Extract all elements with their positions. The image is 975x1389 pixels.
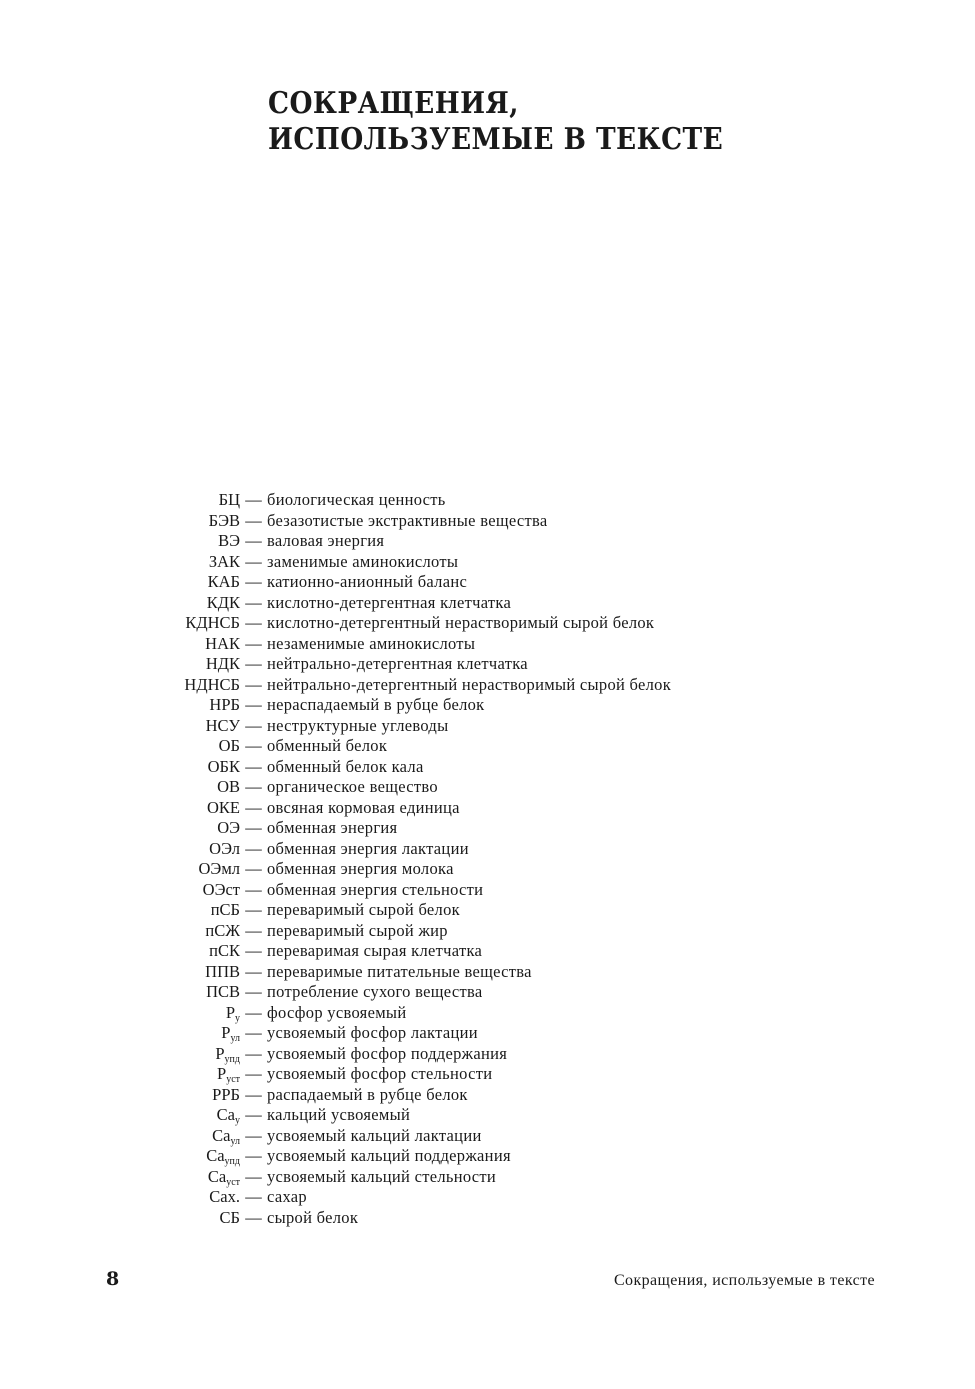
abbreviation-term-text: БЦ	[218, 490, 240, 509]
abbreviation-definition: обменная энергия стельности	[267, 879, 484, 899]
abbreviation-row	[0, 736, 975, 757]
abbreviation-row	[0, 1105, 975, 1126]
em-dash-separator: —	[245, 941, 262, 960]
abbreviation-term	[0, 531, 240, 552]
abbreviation-definition: незаменимые аминокислоты	[267, 633, 476, 653]
abbreviation-term	[0, 818, 240, 839]
abbreviation-row	[0, 982, 975, 1003]
abbreviation-term-text: ОЭмл	[198, 859, 240, 878]
abbreviation-definition: усвояемый фосфор поддержания	[267, 1043, 508, 1063]
abbreviation-term-text: ОВ	[217, 777, 240, 796]
em-dash-separator: —	[245, 756, 262, 776]
abbreviation-term-text: СБ	[219, 1207, 240, 1227]
abbreviation-row	[0, 613, 975, 634]
abbreviation-definition: валовая энергия	[267, 531, 385, 550]
em-dash-separator: —	[245, 572, 262, 591]
em-dash-separator: —	[245, 490, 262, 509]
abbreviation-row	[0, 531, 975, 552]
abbreviation-term-text: КДНСБ	[185, 613, 240, 632]
abbreviation-term	[0, 1126, 240, 1147]
em-dash-separator: —	[245, 961, 262, 981]
em-dash-separator: —	[245, 592, 262, 612]
abbreviation-term	[0, 695, 240, 716]
abbreviation-term-text: ППВ	[205, 961, 240, 981]
abbreviation-term	[0, 572, 240, 593]
abbreviation-term-text: ВЭ	[218, 531, 240, 550]
abbreviation-row	[0, 572, 975, 593]
abbreviation-row	[0, 552, 975, 573]
em-dash-separator: —	[245, 797, 262, 817]
abbreviation-row	[0, 1167, 975, 1188]
abbreviation-term	[0, 900, 240, 921]
abbreviation-definition: переваримый сырой жир	[267, 920, 448, 940]
abbreviation-definition: кислотно-детергентный нерастворимый сырой белок	[267, 613, 655, 632]
page-title-line-1: СОКРАЩЕНИЯ,	[268, 86, 519, 121]
abbreviation-row	[0, 962, 975, 983]
abbreviation-term-text: НДК	[205, 654, 240, 673]
abbreviation-term	[0, 634, 240, 655]
abbreviation-definition: нераспадаемый в рубце белок	[267, 695, 485, 714]
abbreviation-term	[0, 736, 240, 757]
abbreviation-term-text: Ca	[207, 1166, 227, 1186]
abbreviation-term	[0, 593, 240, 614]
abbreviation-row	[0, 798, 975, 819]
em-dash-separator: —	[245, 1023, 262, 1042]
em-dash-separator: —	[245, 1166, 262, 1186]
abbreviation-term	[0, 1003, 240, 1024]
abbreviation-row	[0, 593, 975, 614]
abbreviation-term-text: Ca	[206, 1146, 225, 1165]
abbreviation-row	[0, 777, 975, 798]
abbreviation-term-text: ОКЕ	[207, 797, 240, 817]
abbreviation-row	[0, 1146, 975, 1167]
abbreviation-term-text: НСУ	[205, 715, 240, 735]
abbreviation-row	[0, 634, 975, 655]
abbreviation-term	[0, 1187, 240, 1208]
abbreviation-subscript: упд	[224, 1053, 240, 1065]
abbreviation-term-text: Сах.	[209, 1187, 240, 1206]
em-dash-separator: —	[245, 982, 262, 1001]
abbreviation-row	[0, 757, 975, 778]
abbreviation-term	[0, 757, 240, 778]
em-dash-separator: —	[245, 1002, 262, 1022]
abbreviation-term	[0, 1044, 240, 1065]
em-dash-separator: —	[245, 1064, 262, 1083]
abbreviation-term-text: пСК	[209, 941, 240, 960]
em-dash-separator: —	[245, 859, 262, 878]
abbreviation-row	[0, 839, 975, 860]
abbreviation-row	[0, 1085, 975, 1106]
abbreviation-term-text: P	[225, 1002, 235, 1022]
abbreviation-definition: обменная энергия лактации	[267, 838, 469, 858]
abbreviation-term	[0, 798, 240, 819]
em-dash-separator: —	[245, 838, 262, 858]
em-dash-separator: —	[245, 1146, 262, 1165]
abbreviation-row	[0, 1064, 975, 1085]
em-dash-separator: —	[245, 1105, 262, 1124]
abbreviation-definition: нейтрально-детергентный нерастворимый сырой белок	[267, 674, 672, 694]
em-dash-separator: —	[245, 1043, 262, 1063]
em-dash-separator: —	[245, 1084, 262, 1104]
abbreviation-list	[0, 490, 975, 1228]
abbreviation-term	[0, 490, 240, 511]
abbreviation-row	[0, 921, 975, 942]
abbreviation-term	[0, 777, 240, 798]
em-dash-separator: —	[245, 900, 262, 919]
abbreviation-definition: сахар	[267, 1187, 307, 1206]
abbreviation-definition: усвояемый фосфор лактации	[267, 1023, 478, 1042]
page-number: 8	[106, 1268, 120, 1290]
abbreviation-definition: переваримая сырая клетчатка	[267, 941, 483, 960]
abbreviation-term-text: Ca	[216, 1105, 235, 1124]
abbreviation-definition: неструктурные углеводы	[267, 715, 449, 735]
abbreviation-row	[0, 941, 975, 962]
abbreviation-definition: обменный белок	[267, 736, 388, 755]
em-dash-separator: —	[245, 1125, 262, 1145]
abbreviation-row	[0, 490, 975, 511]
abbreviation-term	[0, 962, 240, 983]
abbreviation-row	[0, 1126, 975, 1147]
abbreviation-subscript: ул	[230, 1033, 240, 1044]
em-dash-separator: —	[245, 695, 262, 714]
em-dash-separator: —	[245, 777, 262, 796]
abbreviation-term	[0, 1064, 240, 1085]
abbreviation-term	[0, 511, 240, 532]
abbreviation-term-text: ОЭст	[202, 879, 240, 899]
abbreviation-term	[0, 552, 240, 573]
abbreviation-term	[0, 880, 240, 901]
abbreviation-term	[0, 839, 240, 860]
abbreviation-term	[0, 982, 240, 1003]
page-title-line-2: ИСПОЛЬЗУЕМЫЕ В ТЕКСТЕ	[268, 122, 724, 157]
abbreviation-term-text: пСЖ	[205, 920, 240, 940]
abbreviation-definition: кальций усвояемый	[267, 1105, 411, 1124]
abbreviation-definition: усвояемый кальций лактации	[267, 1125, 482, 1145]
abbreviation-row	[0, 859, 975, 880]
abbreviation-definition: потребление сухого вещества	[267, 982, 483, 1001]
em-dash-separator: —	[245, 633, 262, 653]
abbreviation-subscript: у	[235, 1012, 240, 1024]
abbreviation-term-text: P	[221, 1023, 231, 1042]
abbreviation-term-text: Ca	[212, 1125, 231, 1145]
abbreviation-subscript: уст	[226, 1176, 240, 1188]
abbreviation-subscript: ул	[230, 1135, 240, 1147]
abbreviation-term-text: P	[217, 1064, 227, 1083]
em-dash-separator: —	[245, 879, 262, 899]
abbreviation-term-text: КДК	[206, 592, 240, 612]
abbreviation-term-text: НАК	[205, 633, 240, 653]
em-dash-separator: —	[245, 654, 262, 673]
abbreviation-term-text: РРБ	[212, 1084, 240, 1104]
em-dash-separator: —	[245, 531, 262, 550]
abbreviation-term-text: ЗАК	[208, 551, 240, 571]
abbreviation-term	[0, 859, 240, 880]
abbreviation-term	[0, 1146, 240, 1167]
abbreviation-row	[0, 716, 975, 737]
abbreviation-subscript: упд	[224, 1156, 240, 1167]
abbreviation-definition: обменная энергия	[267, 818, 398, 837]
abbreviation-definition: овсяная кормовая единица	[267, 797, 460, 817]
abbreviation-term	[0, 1023, 240, 1044]
abbreviation-term-text: БЭВ	[208, 510, 240, 530]
em-dash-separator: —	[245, 920, 262, 940]
em-dash-separator: —	[245, 1187, 262, 1206]
abbreviation-term-text: ОБ	[218, 736, 240, 755]
abbreviation-definition: обменный белок кала	[267, 756, 424, 776]
running-title: Сокращения, используемые в тексте	[613, 1272, 875, 1289]
abbreviation-subscript: уст	[226, 1074, 240, 1085]
em-dash-separator: —	[245, 736, 262, 755]
abbreviation-row	[0, 1208, 975, 1229]
abbreviation-term-text: НРБ	[209, 695, 240, 714]
abbreviation-definition: фосфор усвояемый	[267, 1002, 407, 1022]
abbreviation-term	[0, 921, 240, 942]
abbreviation-term-text: пСБ	[210, 900, 240, 919]
abbreviation-term-text: ОБК	[207, 756, 240, 776]
abbreviation-term	[0, 1208, 240, 1229]
abbreviation-definition: усвояемый фосфор стельности	[267, 1064, 493, 1083]
em-dash-separator: —	[245, 613, 262, 632]
abbreviation-row	[0, 880, 975, 901]
abbreviation-definition: сырой белок	[267, 1207, 359, 1227]
abbreviation-row	[0, 818, 975, 839]
abbreviation-definition: нейтрально-детергентная клетчатка	[267, 654, 528, 673]
abbreviation-term	[0, 941, 240, 962]
em-dash-separator: —	[245, 715, 262, 735]
abbreviation-definition: катионно-анионный баланс	[267, 572, 468, 591]
abbreviation-definition: безазотистые экстрактивные вещества	[267, 510, 548, 530]
abbreviation-definition: биологическая ценность	[267, 490, 446, 509]
abbreviation-term-text: НДНСБ	[184, 674, 240, 694]
abbreviation-term-text: КАБ	[207, 572, 240, 591]
abbreviation-term	[0, 1085, 240, 1106]
abbreviation-term	[0, 613, 240, 634]
abbreviation-term	[0, 1105, 240, 1126]
abbreviation-definition: органическое вещество	[267, 777, 438, 796]
abbreviation-definition: усвояемый кальций стельности	[267, 1166, 497, 1186]
abbreviation-term	[0, 675, 240, 696]
abbreviation-term-text: ОЭл	[209, 838, 240, 858]
abbreviation-term-text: ОЭ	[217, 818, 240, 837]
em-dash-separator: —	[245, 510, 262, 530]
abbreviation-row	[0, 511, 975, 532]
em-dash-separator: —	[245, 674, 262, 694]
abbreviation-row	[0, 1044, 975, 1065]
abbreviation-definition: распадаемый в рубце белок	[267, 1084, 468, 1104]
abbreviation-row	[0, 900, 975, 921]
abbreviation-definition: усвояемый кальций поддержания	[267, 1146, 511, 1165]
em-dash-separator: —	[245, 551, 262, 571]
abbreviation-term	[0, 716, 240, 737]
abbreviation-row	[0, 1187, 975, 1208]
abbreviation-definition: переваримые питательные вещества	[267, 961, 532, 981]
abbreviation-row	[0, 654, 975, 675]
em-dash-separator: —	[245, 818, 262, 837]
abbreviation-term-text: P	[215, 1043, 225, 1063]
abbreviation-term	[0, 654, 240, 675]
abbreviation-definition: переваримый сырой белок	[267, 900, 460, 919]
abbreviation-definition: заменимые аминокислоты	[267, 551, 459, 571]
abbreviation-definition: обменная энергия молока	[267, 859, 454, 878]
abbreviation-term-text: ПСВ	[206, 982, 240, 1001]
abbreviation-row	[0, 695, 975, 716]
em-dash-separator: —	[245, 1207, 262, 1227]
abbreviation-subscript: у	[235, 1115, 240, 1126]
abbreviation-row	[0, 675, 975, 696]
abbreviation-row	[0, 1023, 975, 1044]
page-title	[268, 86, 723, 158]
abbreviation-term	[0, 1167, 240, 1188]
abbreviation-definition: кислотно-детергентная клетчатка	[267, 592, 512, 612]
abbreviation-row	[0, 1003, 975, 1024]
